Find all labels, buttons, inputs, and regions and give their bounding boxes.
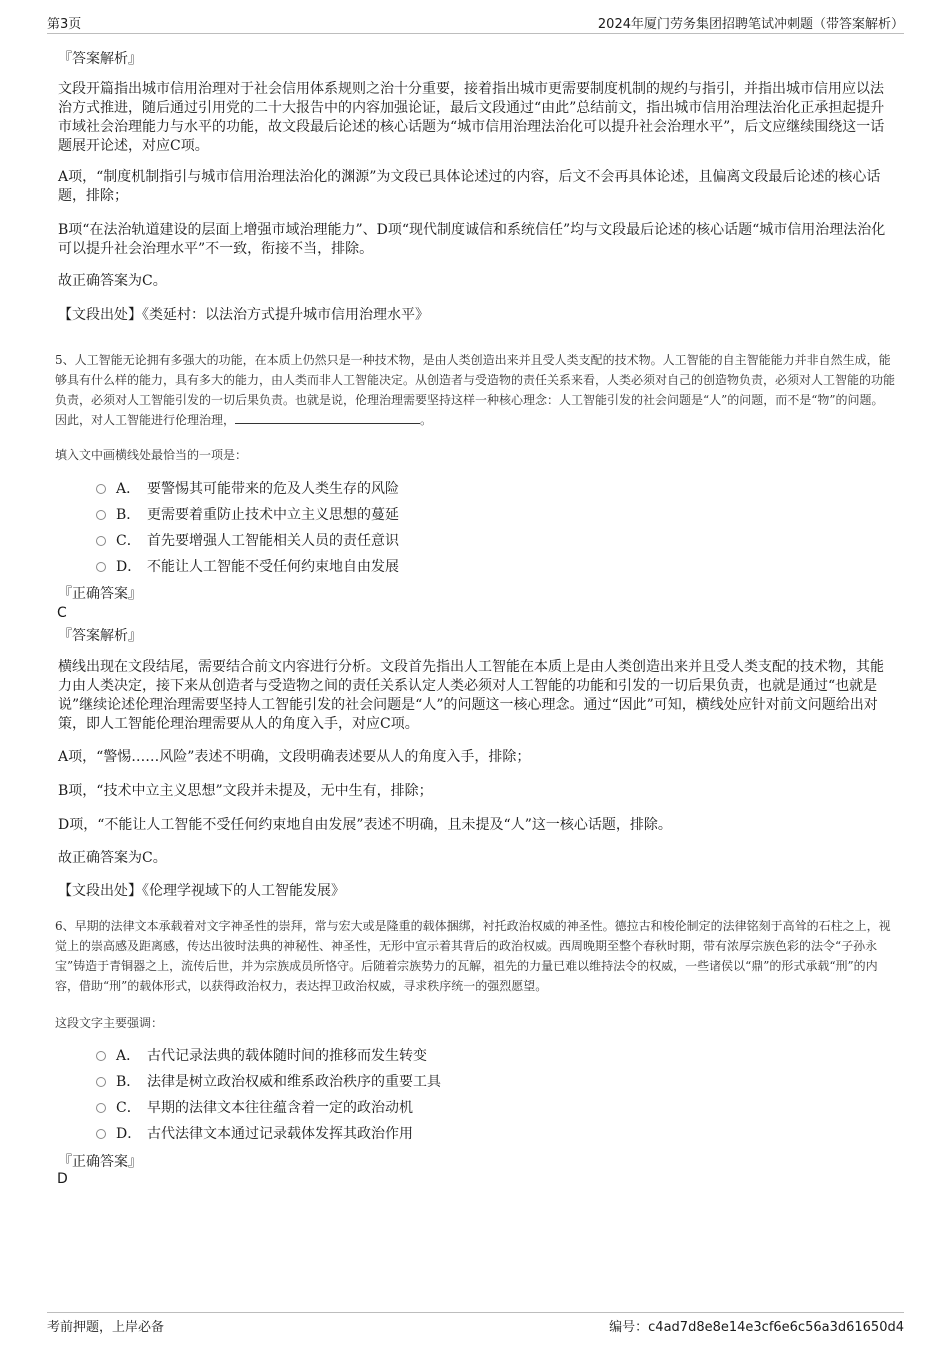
option-text: 首先要增强人工智能相关人员的责任意识 bbox=[147, 533, 399, 549]
q5-analysis-p3: B项，“技术中立主义思想”文段并未提及，无中生有，排除； bbox=[58, 783, 433, 799]
radio-icon[interactable] bbox=[96, 484, 106, 494]
footer-slogan: 考前押题，上岸必备 bbox=[47, 1320, 165, 1335]
option-key: D． bbox=[116, 559, 142, 575]
radio-icon[interactable] bbox=[96, 510, 106, 520]
page-header bbox=[47, 11, 904, 34]
q5-option-d[interactable] bbox=[96, 557, 399, 577]
q4-conclusion: 故正确答案为C。 bbox=[58, 273, 167, 289]
q5-option-b[interactable] bbox=[96, 505, 399, 525]
radio-icon[interactable] bbox=[96, 536, 106, 546]
option-key: D． bbox=[116, 1126, 142, 1142]
option-key: C． bbox=[116, 1100, 141, 1116]
q5-stem-text: 5、人工智能无论拥有多强大的功能，在本质上仍然只是一种技术物，是由人类创造出来并且受人类支配的技术物。人工智能的自主智能能力并非自然生成，能够具有什么样的能力，具有多大的能力，由人类而非人工智能决定。从创造者与受造物的责任关系来看，人类必须对自己的创造物负责，必须对人工智能的功能负责，必须对人工智能引发的一切后果负责。也就是说，伦理治理需要坚持这样一种核心理念：人工智能引发的社会问题是“人”的问题，而不是“物”的问题。因此，对人工智能进行伦理治理， bbox=[55, 353, 896, 427]
q5-option-c[interactable] bbox=[96, 531, 399, 551]
q4-analysis-p3: B项“在法治轨道建设的层面上增强市域治理能力”、D项“现代制度诚信和系统信任”均与文段最后论述的核心话题“城市信用治理法治化可以提升社会治理水平”不一致，衔接不当，排除。 bbox=[58, 222, 886, 257]
radio-icon[interactable] bbox=[96, 1051, 106, 1061]
q6-stem: 6、早期的法律文本承载着对文字神圣性的崇拜，常与宏大或是隆重的载体捆绑，衬托政治权威的神圣性。德拉古和梭伦制定的法律铭刻于高耸的石柱之上，视觉上的崇高感及距离感，传达出彼时法典的神秘性、神圣性，无形中宣示着其背后的政治权威。西周晚期至整个春秋时期，带有浓厚宗族色彩的法令“子孙永宝”铸造于青铜器之上，流传后世，并为宗族成员所恪守。后随着宗族势力的瓦解，祖先的力量已难以维持法令的权威，一些诸侯以“鼎”的形式承载“刑”的内容，借助“刑”的载体形式，以获得政治权力，表达捍卫政治权威，寻求秩序统一的强烈愿望。 bbox=[55, 919, 891, 993]
q5-prompt: 填入文中画横线处最恰当的一项是： bbox=[55, 448, 248, 462]
radio-icon[interactable] bbox=[96, 562, 106, 572]
page-number: 第3页 bbox=[47, 17, 82, 32]
option-text: 要警惕其可能带来的危及人类生存的风险 bbox=[147, 481, 399, 497]
q5-analysis-p4: D项，“不能让人工智能不受任何约束地自由发展”表述不明确，且未提及“人”这一核心话题，排除。 bbox=[58, 817, 672, 833]
q6-option-a[interactable] bbox=[96, 1046, 427, 1066]
document-title: 2024年厦门劳务集团招聘笔试冲刺题（带答案解析） bbox=[597, 17, 904, 32]
q5-analysis-p2: A项，“警惕……风险”表述不明确，文段明确表述要从人的角度入手，排除； bbox=[58, 749, 531, 765]
q4-analysis-p1: 文段开篇指出城市信用治理对于社会信用体系规则之治十分重要，接着指出城市更需要制度机制的规约与指引，并指出城市信用应以法治方式推进，随后通过引用党的二十大报告中的内容加强论证，最后文段通过“由此”总结前文，指出城市信用治理法治化正承担起提升市域社会治理能力与水平的功能，故文段最后论述的核心话题为“城市信用治理法治化可以提升社会治理水平”，后文应继续围绕这一话题展开论述，对应C项。 bbox=[58, 81, 885, 154]
option-key: C． bbox=[116, 533, 141, 549]
q6-prompt: 这段文字主要强调： bbox=[55, 1016, 164, 1030]
q5-analysis-p1: 横线出现在文段结尾，需要结合前文内容进行分析。文段首先指出人工智能在本质上是由人类创造出来并且受人类支配的技术物，其能力由人类决定，接下来从创造者与受造物之间的责任关系认定人类必须对人工智能的功能和引发的一切后果负责，也就是通过“也就是说”继续论述伦理治理需要坚持人工智能引发的社会问题是“人”的问题这一核心理念。通过“因此”可知，横线处应针对前文问题给出对策，即人工智能伦理治理需要从人的角度入手，对应C项。 bbox=[58, 659, 884, 732]
q4-analysis-p2: A项，“制度机制指引与城市信用治理法治化的渊源”为文段已具体论述过的内容，后文不会再具体论述，且偏离文段最后论述的核心话题，排除； bbox=[58, 169, 881, 204]
q6-option-d[interactable] bbox=[96, 1124, 413, 1144]
q5-option-a[interactable] bbox=[96, 479, 399, 499]
page-footer bbox=[47, 1312, 904, 1333]
q5-analysis-tag: 『答案解析』 bbox=[58, 628, 142, 644]
q5-answer: C bbox=[57, 605, 67, 621]
radio-icon[interactable] bbox=[96, 1077, 106, 1087]
option-text: 古代记录法典的载体随时间的推移而发生转变 bbox=[147, 1048, 427, 1064]
option-key: B． bbox=[116, 1074, 141, 1090]
q5-conclusion: 故正确答案为C。 bbox=[58, 850, 167, 866]
option-key: A． bbox=[116, 1048, 141, 1064]
q5-stem-end: 。 bbox=[420, 413, 433, 427]
radio-icon[interactable] bbox=[96, 1129, 106, 1139]
option-text: 古代法律文本通过记录载体发挥其政治作用 bbox=[147, 1126, 413, 1142]
q5-stem bbox=[55, 350, 895, 430]
option-text: 早期的法律文本往往蕴含着一定的政治动机 bbox=[147, 1100, 413, 1116]
q4-analysis-tag: 『答案解析』 bbox=[58, 51, 142, 67]
option-text: 法律是树立政治权威和维系政治秩序的重要工具 bbox=[147, 1074, 441, 1090]
option-text: 更需要着重防止技术中立主义思想的蔓延 bbox=[147, 507, 399, 523]
radio-icon[interactable] bbox=[96, 1103, 106, 1113]
q6-answer-tag: 『正确答案』 bbox=[58, 1154, 142, 1170]
option-key: A． bbox=[116, 481, 141, 497]
option-text: 不能让人工智能不受任何约束地自由发展 bbox=[147, 559, 399, 575]
footer-serial: 编号：c4ad7d8e8e14e3cf6e6c56a3d61650d4 bbox=[609, 1320, 904, 1335]
q6-option-b[interactable] bbox=[96, 1072, 441, 1092]
q5-answer-tag: 『正确答案』 bbox=[58, 586, 142, 602]
q4-source: 【文段出处】《类延村：以法治方式提升城市信用治理水平》 bbox=[58, 307, 429, 323]
q5-source: 【文段出处】《伦理学视域下的人工智能发展》 bbox=[58, 883, 345, 899]
q6-option-c[interactable] bbox=[96, 1098, 413, 1118]
q5-blank bbox=[235, 411, 420, 424]
q6-answer: D bbox=[57, 1171, 68, 1187]
option-key: B． bbox=[116, 507, 141, 523]
